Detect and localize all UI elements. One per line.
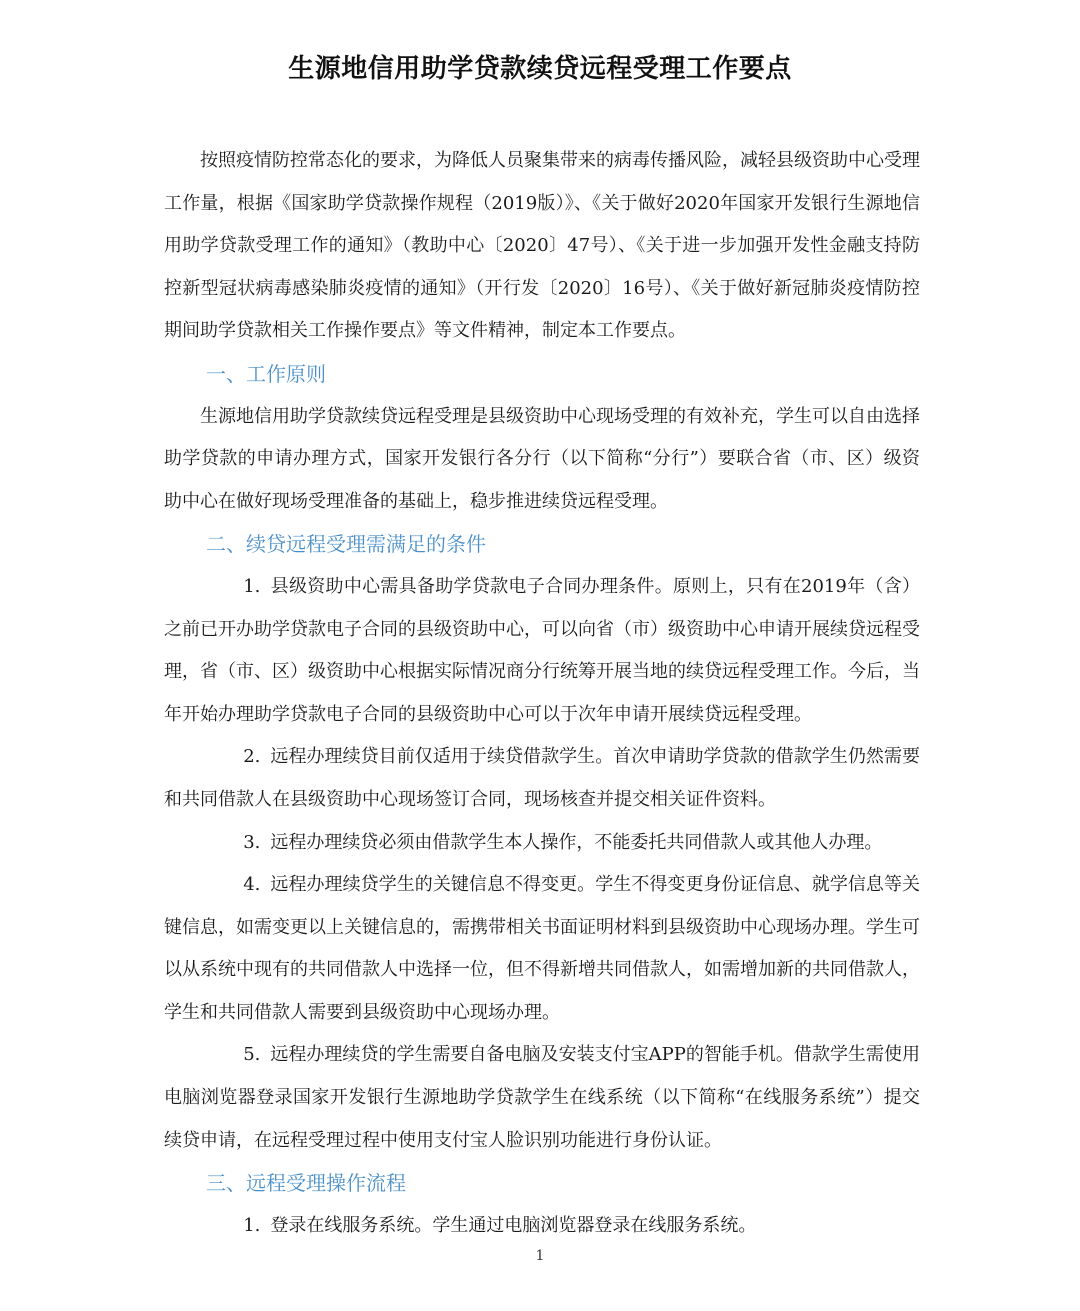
item-number: 2.: [243, 746, 261, 768]
item-text: 远程办理续贷的学生需要自备电脑及安装支付宝APP的智能手机。借款学生需使用电脑浏览器登录国家开发银行生源地助学贷款学生在线系统（以下简称“在线服务系统”）提交续贷申请，在远程受理过程中使用支付宝人脸识别功能进行身份认证。: [164, 1044, 920, 1151]
section-heading-process: 三、远程受理操作流程: [206, 1171, 406, 1196]
item-text: 远程办理续贷学生的关键信息不得变更。学生不得变更身份证信息、就学信息等关键信息，如需变更以上关键信息的，需携带相关书面证明材料到县级资助中心现场办理。学生可以从系统中现有的共同借款人中选择一位，但不得新增共同借款人，如需增加新的共同借款人，学生和共同借款人需要到县级资助中心现场办理。: [164, 874, 920, 1023]
condition-item: [164, 864, 920, 1034]
document-body: [164, 140, 920, 1247]
condition-item: [164, 822, 920, 865]
item-number: 5.: [243, 1044, 261, 1066]
item-text: 登录在线服务系统。学生通过电脑浏览器登录在线服务系统。: [270, 1214, 757, 1236]
intro-paragraph: 按照疫情防控常态化的要求，为降低人员聚集带来的病毒传播风险，减轻县级资助中心受理工作量，根据《国家助学贷款操作规程（2019版）》、《关于做好2020年国家开发银行生源地信用助学贷款受理工作的通知》（教助中心〔2020〕47号）、《关于进一步加强开发性金融支持防控新型冠状病毒感染肺炎疫情的通知》（开行发〔2020〕16号）、《关于做好新冠肺炎疫情防控期间助学贷款相关工作操作要点》等文件精神，制定本工作要点。: [164, 150, 920, 342]
condition-item: [164, 736, 920, 821]
section-heading-principles: 一、工作原则: [206, 361, 326, 386]
item-text: 县级资助中心需具备助学贷款电子合同办理条件。原则上，只有在2019年（含）之前已开办助学贷款电子合同的县级资助中心，可以向省（市）级资助中心申请开展续贷远程受理，省（市、区）级资助中心根据实际情况商分行统筹开展当地的续贷远程受理工作。今后，当年开始办理助学贷款电子合同的县级资助中心可以于次年申请开展续贷远程受理。: [164, 575, 920, 725]
condition-item: [164, 566, 920, 736]
principles-paragraph: 生源地信用助学贷款续贷远程受理是县级资助中心现场受理的有效补充，学生可以自由选择助学贷款的申请办理方式，国家开发银行各分行（以下简称“分行”）要联合省（市、区）级资助中心在做好现场受理准备的基础上，稳步推进续贷远程受理。: [164, 405, 920, 512]
item-number: 1.: [243, 1214, 261, 1236]
item-text: 远程办理续贷目前仅适用于续贷借款学生。首次申请助学贷款的借款学生仍然需要和共同借款人在县级资助中心现场签订合同，现场核查并提交相关证件资料。: [164, 746, 920, 810]
item-number: 3.: [243, 831, 261, 853]
section-heading-conditions: 二、续贷远程受理需满足的条件: [206, 532, 486, 557]
item-number: 1.: [243, 575, 261, 597]
page-number: 1: [535, 1248, 545, 1264]
process-item: [164, 1205, 920, 1248]
item-number: 4.: [243, 874, 261, 896]
page-title: 生源地信用助学贷款续贷远程受理工作要点: [288, 54, 792, 84]
item-text: 远程办理续贷必须由借款学生本人操作，不能委托共同借款人或其他人办理。: [270, 831, 883, 853]
condition-item: [164, 1034, 920, 1162]
